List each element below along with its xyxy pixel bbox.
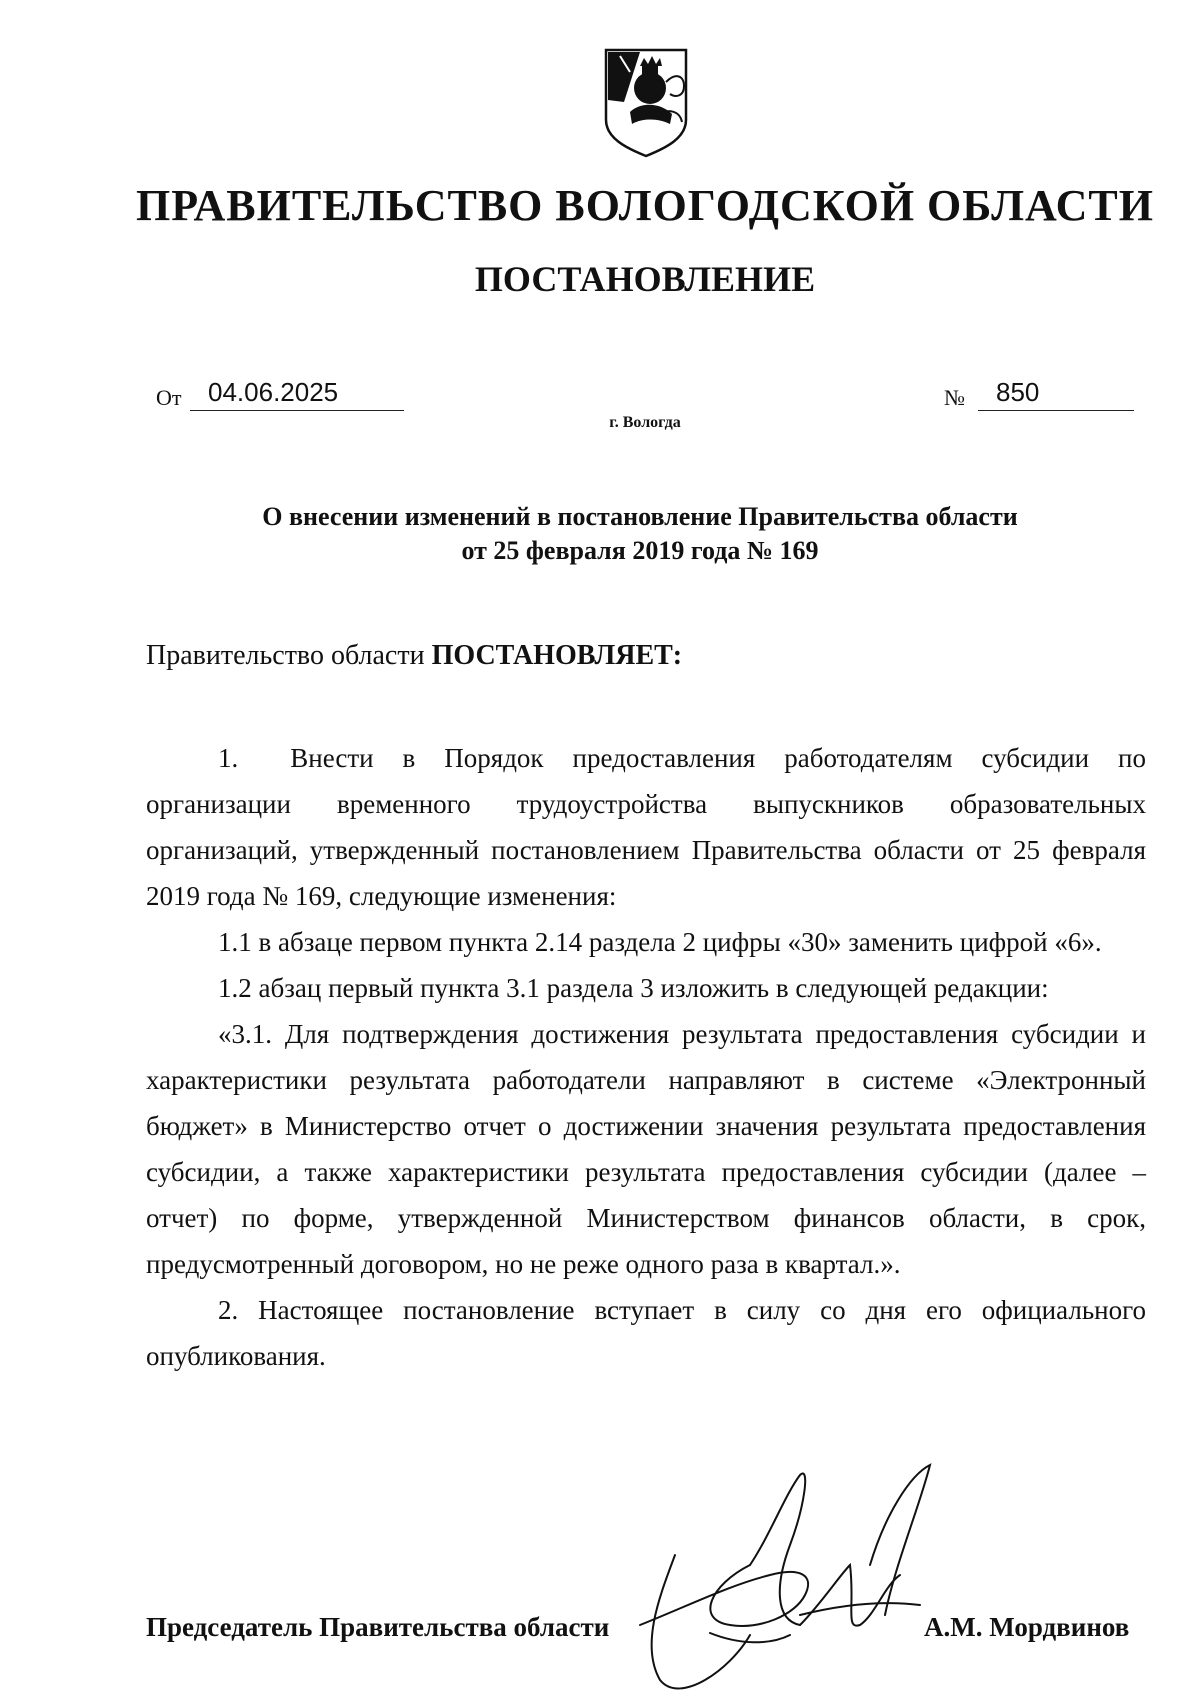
preamble-text: Правительство области xyxy=(146,640,432,671)
coat-of-arms-icon xyxy=(600,42,692,158)
handwritten-signature-icon xyxy=(600,1455,950,1705)
city: г. Вологда xyxy=(609,414,681,431)
signatory-name: А.М. Мордвинов xyxy=(924,1612,1130,1642)
paragraph-1-text: Внести в Порядок предоставления работодателям субсидии по организации временного трудоустройства выпускников образовательных организаций, утвержденный постановлением Правительства области от 25 февраля 2019 года № 169, следующие изменения: xyxy=(146,743,1146,911)
document-body xyxy=(146,735,1146,1379)
preamble xyxy=(146,640,682,672)
government-title: ПРАВИТЕЛЬСТВО ВОЛОГОДСКОЙ ОБЛАСТИ xyxy=(136,181,1154,230)
paragraph-1 xyxy=(146,735,1146,919)
document-type: ПОСТАНОВЛЕНИЕ xyxy=(474,259,816,299)
subject-line-1: О внесении изменений в постановление Правительства области xyxy=(262,502,1018,531)
document-subject xyxy=(0,500,1200,568)
subject-line-2: от 25 февраля 2019 года № 169 xyxy=(461,536,819,565)
paragraph-2: 2. Настоящее постановление вступает в силу со дня его официального опубликования. xyxy=(146,1295,1146,1371)
number-prefix: № xyxy=(944,385,965,410)
paragraph-1-number: 1. xyxy=(218,743,239,773)
document-date: 04.06.2025 xyxy=(190,375,404,411)
document-number: 850 xyxy=(978,375,1134,411)
preamble-decree-word: ПОСТАНОВЛЯЕТ: xyxy=(431,640,683,671)
paragraph-3-1-quote: «3.1. Для подтверждения достижения результата предоставления субсидии и характеристики результата работодатели направляют в системе «Электронный бюджет» в Министерство отчет о достижении значения результата предоставления субсидии, а также характеристики результата предоставления субсидии (далее – отчет) по форме, утвержденной Министерством финансов области, в срок, предусмотренный договором, но не реже одного раза в квартал.». xyxy=(146,1019,1146,1279)
date-prefix: От xyxy=(156,385,182,410)
signatory-title: Председатель Правительства области xyxy=(146,1612,610,1642)
paragraph-1-1: 1.1 в абзаце первом пункта 2.14 раздела 2 цифры «30» заменить цифрой «6». xyxy=(218,927,1102,957)
paragraph-1-2: 1.2 абзац первый пункта 3.1 раздела 3 изложить в следующей редакции: xyxy=(218,973,1049,1003)
